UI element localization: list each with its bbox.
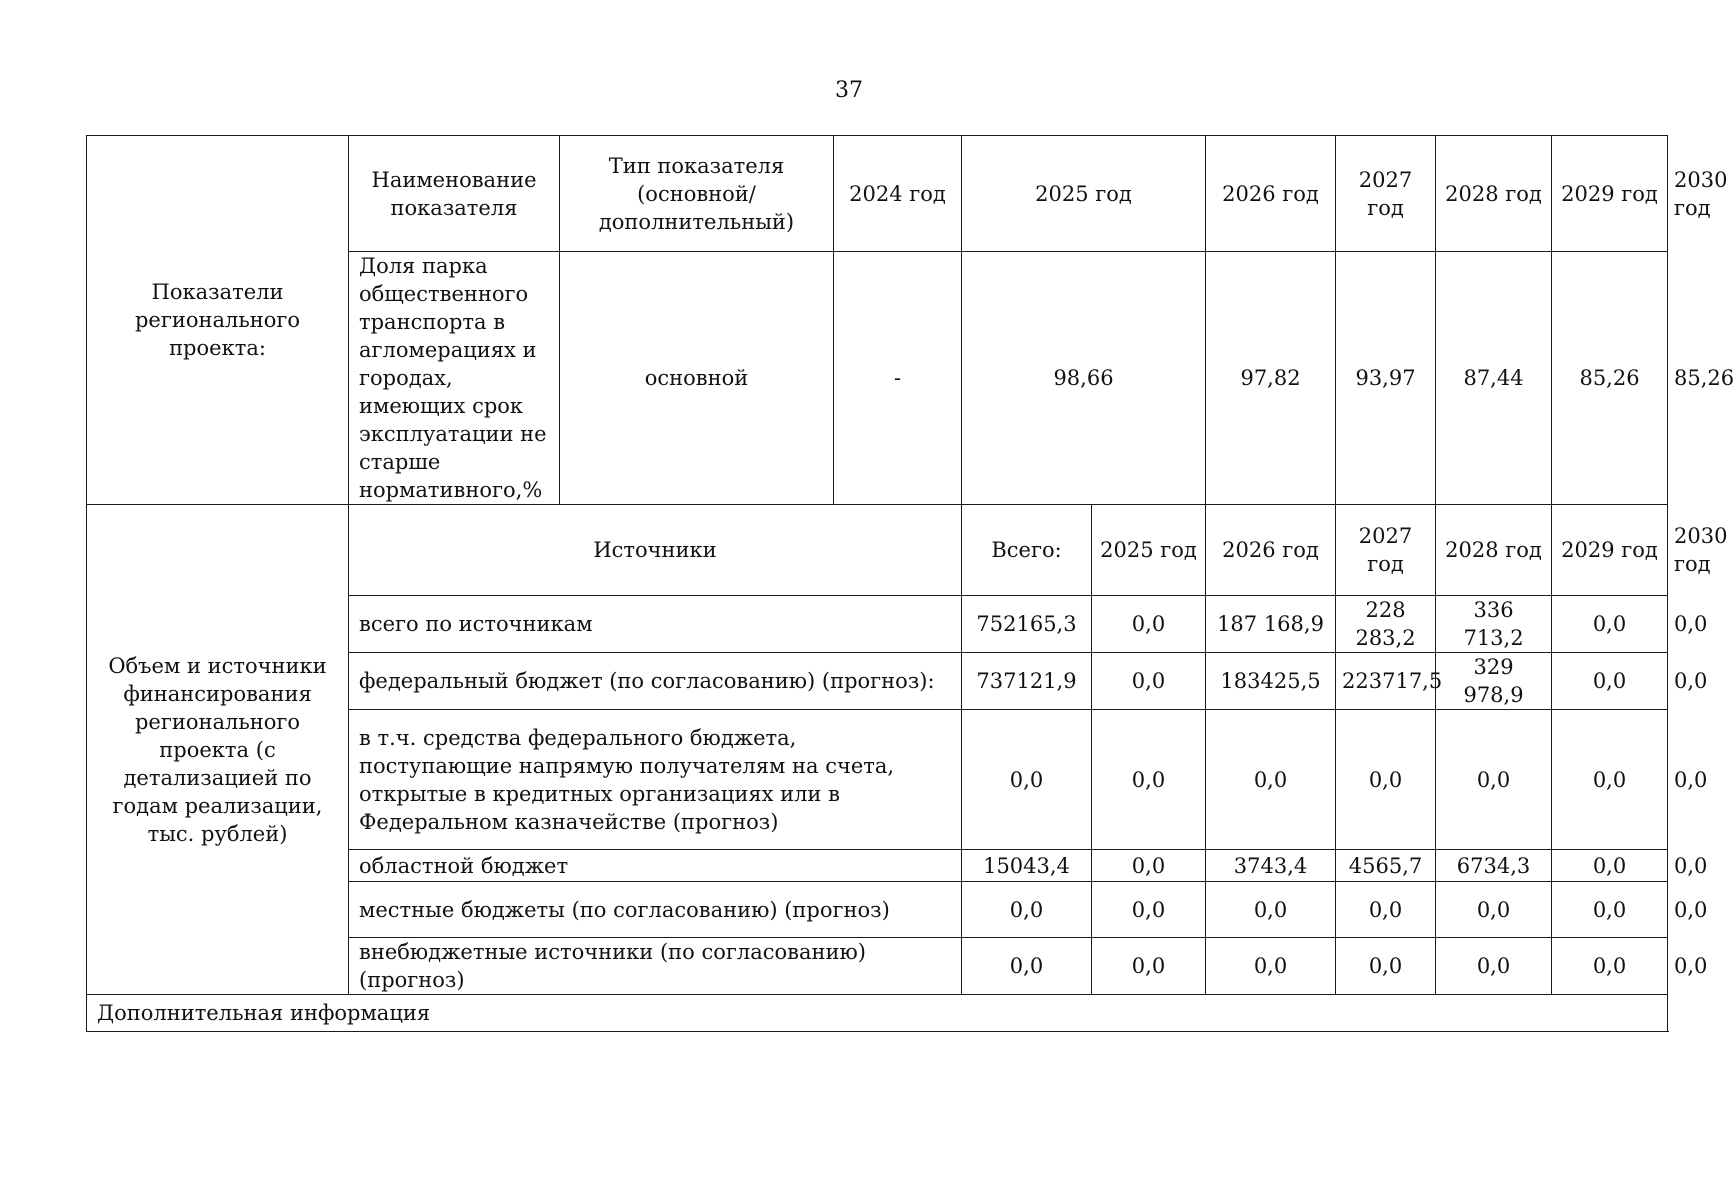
additional-info-row: [87, 995, 1668, 1032]
financing-value: 0,0: [1552, 882, 1668, 938]
financing-value: 0,0: [1336, 882, 1436, 938]
financing-value: 187 168,9: [1206, 596, 1336, 653]
header-indicator-type: Тип показателя (основной/ дополнительный): [560, 136, 834, 252]
indicators-header-row: Показатели регионального проекта: Наименование показателя Тип показателя (основной/ дополнительный) 2024 год 2025 год 2026 год 2027 год 2028 год 2029 год 2030 год: [87, 136, 1668, 252]
indicator-name: Доля парка общественного транспорта в агломерациях и городах, имеющих срок эксплуатации не старше нормативного,%: [349, 252, 560, 505]
header-year: 2026 год: [1206, 505, 1336, 596]
financing-value: 0,0: [1552, 850, 1668, 882]
financing-section-label: Объем и источники финансирования регионального проекта (с детализацией по годам реализации, тыс. рублей): [87, 505, 349, 995]
indicator-value: 98,66: [962, 252, 1206, 505]
financing-value: 0,0: [1092, 710, 1206, 850]
financing-value: 223717,5: [1336, 653, 1436, 710]
financing-row: местные бюджеты (по согласованию) (прогноз) 0,0 0,0 0,0 0,0 0,0 0,0 0,0: [87, 882, 1668, 938]
financing-row: всего по источникам 752165,3 0,0 187 168,9 228 283,2 336 713,2 0,0 0,0: [87, 596, 1668, 653]
header-year: 2025 год: [962, 136, 1206, 252]
financing-value: 0,0: [1436, 882, 1552, 938]
indicator-value: 87,44: [1436, 252, 1552, 505]
financing-row: областной бюджет 15043,4 0,0 3743,4 4565,7 6734,3 0,0 0,0: [87, 850, 1668, 882]
indicator-value: 93,97: [1336, 252, 1436, 505]
financing-header-row: Объем и источники финансирования регионального проекта (с детализацией по годам реализации, тыс. рублей) Источники Всего: 2025 год 2026 год 2027 год 2028 год 2029 год 2030 год: [87, 505, 1668, 596]
header-year: 2025 год: [1092, 505, 1206, 596]
indicator-value: -: [834, 252, 962, 505]
financing-source-label: областной бюджет: [349, 850, 962, 882]
financing-value: 0,0: [1206, 882, 1336, 938]
financing-value: 0,0: [962, 938, 1092, 995]
indicators-section-label: Показатели регионального проекта:: [87, 136, 349, 505]
financing-value: 0,0: [962, 710, 1092, 850]
header-year: 2027 год: [1336, 136, 1436, 252]
financing-row: федеральный бюджет (по согласованию) (прогноз): 737121,9 0,0 183425,5 223717,5 329 978,9 0,0 0,0: [87, 653, 1668, 710]
financing-value: 0,0: [1436, 938, 1552, 995]
financing-value: 0,0: [1336, 710, 1436, 850]
financing-row: внебюджетные источники (по согласованию) (прогноз) 0,0 0,0 0,0 0,0 0,0 0,0 0,0: [87, 938, 1668, 995]
project-table: [86, 135, 1734, 1032]
header-year: 2027 год: [1336, 505, 1436, 596]
financing-value: 0,0: [1206, 938, 1336, 995]
additional-info: Дополнительная информация: [87, 995, 1668, 1032]
header-year: 2024 год: [834, 136, 962, 252]
financing-value: 0,0: [962, 882, 1092, 938]
header-year: 2029 год: [1552, 505, 1668, 596]
financing-value: 3743,4: [1206, 850, 1336, 882]
financing-value: 6734,3: [1436, 850, 1552, 882]
indicator-row: Доля парка общественного транспорта в агломерациях и городах, имеющих срок эксплуатации не старше нормативного,% основной - 98,66 97,82 93,97 87,44 85,26 85,26: [87, 252, 1668, 505]
indicator-type: основной: [560, 252, 834, 505]
financing-value: 329 978,9: [1436, 653, 1552, 710]
financing-value: 0,0: [1552, 653, 1668, 710]
financing-value: 737121,9: [962, 653, 1092, 710]
header-total: Всего:: [962, 505, 1092, 596]
financing-value: 228 283,2: [1336, 596, 1436, 653]
financing-source-label: федеральный бюджет (по согласованию) (прогноз):: [349, 653, 962, 710]
header-year: 2026 год: [1206, 136, 1336, 252]
financing-value: 0,0: [1092, 850, 1206, 882]
financing-source-label: местные бюджеты (по согласованию) (прогноз): [349, 882, 962, 938]
header-sources: Источники: [349, 505, 962, 596]
financing-value: 183425,5: [1206, 653, 1336, 710]
financing-value: 0,0: [1436, 710, 1552, 850]
indicator-value: 97,82: [1206, 252, 1336, 505]
financing-value: 0,0: [1092, 938, 1206, 995]
header-year: 2029 год: [1552, 136, 1668, 252]
header-indicator-name: Наименование показателя: [349, 136, 560, 252]
page-number: 37: [835, 78, 863, 103]
financing-value: 0,0: [1552, 938, 1668, 995]
financing-value: 752165,3: [962, 596, 1092, 653]
financing-value: 0,0: [1092, 653, 1206, 710]
financing-value: 4565,7: [1336, 850, 1436, 882]
financing-source-label: внебюджетные источники (по согласованию) (прогноз): [349, 938, 962, 995]
financing-value: 0,0: [1092, 882, 1206, 938]
financing-value: 0,0: [1552, 710, 1668, 850]
financing-value: 0,0: [1092, 596, 1206, 653]
financing-value: 336 713,2: [1436, 596, 1552, 653]
financing-row: в т.ч. средства федерального бюджета, поступающие напрямую получателям на счета, открытые в кредитных организациях или в Федеральном казначействе (прогноз) 0,0 0,0 0,0 0,0 0,0 0,0 0,0: [87, 710, 1668, 850]
financing-value: 0,0: [1552, 596, 1668, 653]
indicator-value: 85,26: [1552, 252, 1668, 505]
header-year: 2028 год: [1436, 136, 1552, 252]
financing-source-label: в т.ч. средства федерального бюджета, поступающие напрямую получателям на счета, открытые в кредитных организациях или в Федеральном казначействе (прогноз): [349, 710, 962, 850]
financing-value: 0,0: [1206, 710, 1336, 850]
financing-value: 15043,4: [962, 850, 1092, 882]
financing-value: 0,0: [1336, 938, 1436, 995]
financing-source-label: всего по источникам: [349, 596, 962, 653]
header-year: 2028 год: [1436, 505, 1552, 596]
